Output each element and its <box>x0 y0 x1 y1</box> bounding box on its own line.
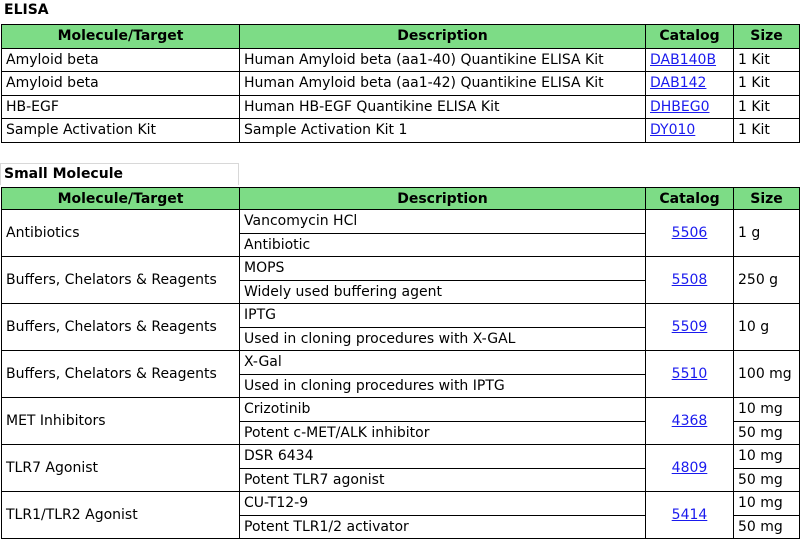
size-cell: 1 Kit <box>734 72 800 96</box>
small-molecule-section-title: Small Molecule <box>4 166 123 182</box>
header-molecule-target: Molecule/Target <box>2 188 240 210</box>
target-cell: Amyloid beta <box>2 72 240 96</box>
catalog-cell <box>646 492 734 539</box>
target-cell: TLR1/TLR2 Agonist <box>2 492 240 539</box>
size-cell: 1 Kit <box>734 48 800 72</box>
catalog-link[interactable]: 5508 <box>671 272 708 288</box>
catalog-cell <box>646 351 734 398</box>
target-cell: Sample Activation Kit <box>2 119 240 143</box>
description-cell: Potent TLR7 agonist <box>240 468 646 492</box>
catalog-cell <box>646 257 734 304</box>
table-row <box>2 445 800 469</box>
catalog-cell <box>646 48 734 72</box>
target-cell: Buffers, Chelators & Reagents <box>2 304 240 351</box>
table-row <box>2 119 800 143</box>
small-molecule-table <box>1 187 800 539</box>
compound-name-cell: DSR 6434 <box>240 445 646 469</box>
elisa-section-title: ELISA <box>4 2 49 18</box>
header-size: Size <box>734 188 800 210</box>
header-description: Description <box>240 188 646 210</box>
size-cell: 50 mg <box>734 421 800 445</box>
size-cell: 10 mg <box>734 398 800 422</box>
table-row <box>2 351 800 375</box>
compound-name-cell: Crizotinib <box>240 398 646 422</box>
table-row <box>2 95 800 119</box>
size-cell: 1 Kit <box>734 95 800 119</box>
catalog-cell <box>646 398 734 445</box>
compound-name-cell: Vancomycin HCl <box>240 210 646 234</box>
description-cell: Human HB-EGF Quantikine ELISA Kit <box>240 95 646 119</box>
target-cell: Buffers, Chelators & Reagents <box>2 351 240 398</box>
catalog-cell <box>646 445 734 492</box>
description-cell: Potent c-MET/ALK inhibitor <box>240 421 646 445</box>
catalog-link[interactable]: 5509 <box>671 319 708 335</box>
catalog-link[interactable]: 5506 <box>671 225 708 241</box>
target-cell: HB-EGF <box>2 95 240 119</box>
elisa-header-row <box>2 25 800 49</box>
header-size: Size <box>734 25 800 49</box>
description-cell: Potent TLR1/2 activator <box>240 515 646 539</box>
header-description: Description <box>240 25 646 49</box>
header-catalog: Catalog <box>646 25 734 49</box>
catalog-link[interactable]: 5414 <box>671 507 708 523</box>
table-row <box>2 492 800 516</box>
catalog-link[interactable]: 5510 <box>671 366 708 382</box>
compound-name-cell: CU-T12-9 <box>240 492 646 516</box>
catalog-cell <box>646 119 734 143</box>
target-cell: Antibiotics <box>2 210 240 257</box>
catalog-link[interactable]: 4368 <box>671 413 708 429</box>
size-cell: 1 g <box>734 210 800 257</box>
size-cell: 10 mg <box>734 445 800 469</box>
description-cell: Sample Activation Kit 1 <box>240 119 646 143</box>
size-cell: 250 g <box>734 257 800 304</box>
target-cell: Buffers, Chelators & Reagents <box>2 257 240 304</box>
small-molecule-header-row <box>2 188 800 210</box>
description-cell: Widely used buffering agent <box>240 280 646 304</box>
catalog-cell <box>646 95 734 119</box>
elisa-table <box>1 24 800 143</box>
size-cell: 1 Kit <box>734 119 800 143</box>
compound-name-cell: X-Gal <box>240 351 646 375</box>
target-cell: MET Inhibitors <box>2 398 240 445</box>
table-row <box>2 398 800 422</box>
target-cell: Amyloid beta <box>2 48 240 72</box>
description-cell: Human Amyloid beta (aa1-40) Quantikine ELISA Kit <box>240 48 646 72</box>
description-cell: Used in cloning procedures with IPTG <box>240 374 646 398</box>
size-cell: 10 g <box>734 304 800 351</box>
catalog-link[interactable]: DHBEG0 <box>650 98 710 115</box>
description-cell: Antibiotic <box>240 233 646 257</box>
catalog-link[interactable]: DAB140B <box>650 51 717 68</box>
table-row <box>2 304 800 328</box>
catalog-link[interactable]: DY010 <box>650 122 696 139</box>
table-row <box>2 210 800 234</box>
size-cell: 100 mg <box>734 351 800 398</box>
size-cell: 50 mg <box>734 515 800 539</box>
target-cell: TLR7 Agonist <box>2 445 240 492</box>
table-row <box>2 72 800 96</box>
header-molecule-target: Molecule/Target <box>2 25 240 49</box>
catalog-cell <box>646 304 734 351</box>
table-row <box>2 48 800 72</box>
compound-name-cell: MOPS <box>240 257 646 281</box>
catalog-cell <box>646 210 734 257</box>
header-catalog: Catalog <box>646 188 734 210</box>
description-cell: Human Amyloid beta (aa1-42) Quantikine ELISA Kit <box>240 72 646 96</box>
catalog-cell <box>646 72 734 96</box>
catalog-link[interactable]: 4809 <box>671 460 708 476</box>
size-cell: 10 mg <box>734 492 800 516</box>
table-row <box>2 257 800 281</box>
description-cell: Used in cloning procedures with X-GAL <box>240 327 646 351</box>
compound-name-cell: IPTG <box>240 304 646 328</box>
size-cell: 50 mg <box>734 468 800 492</box>
catalog-link[interactable]: DAB142 <box>650 75 707 92</box>
